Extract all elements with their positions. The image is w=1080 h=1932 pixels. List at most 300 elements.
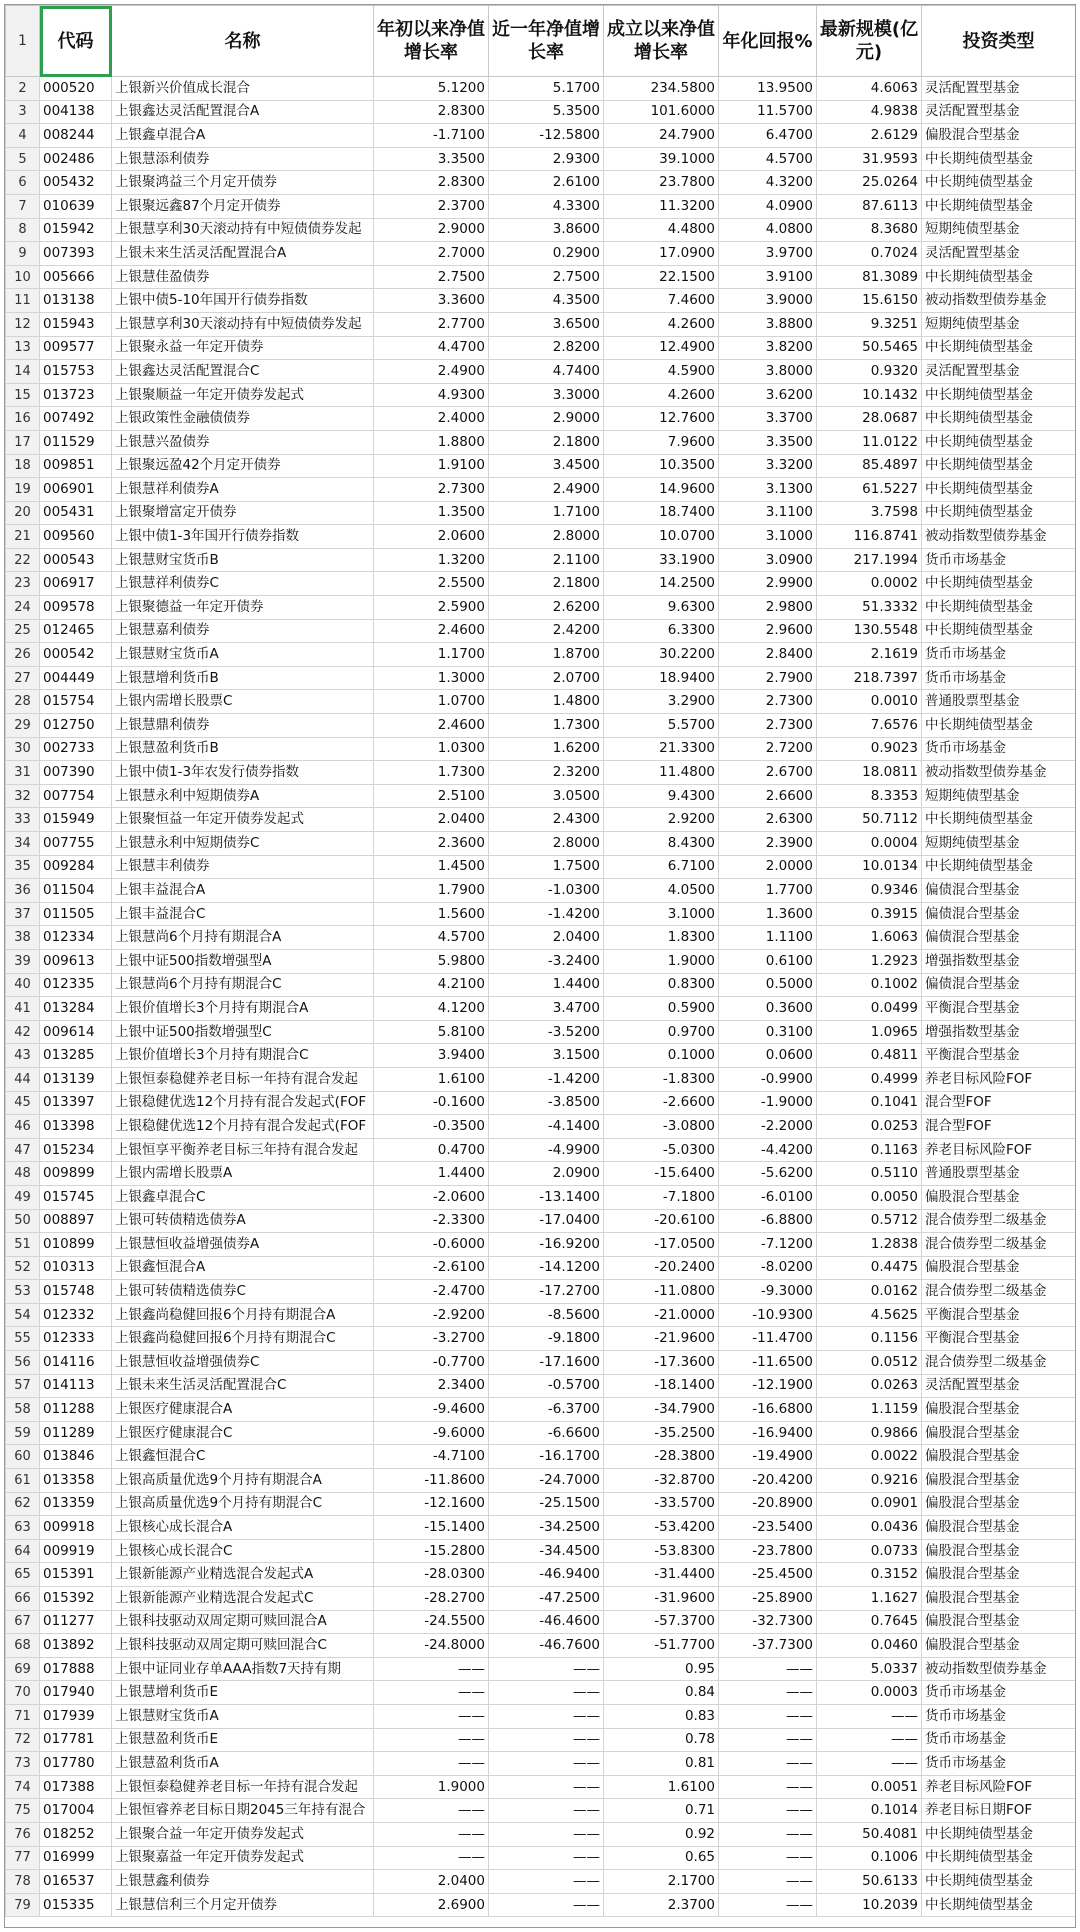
annualized-cell[interactable]: -0.9900 [719, 1067, 817, 1091]
one-year-cell[interactable]: 2.8000 [489, 525, 604, 549]
type-cell[interactable]: 偏股混合型基金 [922, 1587, 1076, 1611]
scale-cell[interactable]: —— [817, 1728, 922, 1752]
ytd-cell[interactable]: 1.1700 [374, 643, 489, 667]
one-year-cell[interactable]: -4.1400 [489, 1115, 604, 1139]
row-number-cell[interactable]: 49 [6, 1185, 40, 1209]
since-inception-cell[interactable]: -21.0000 [604, 1303, 719, 1327]
name-cell[interactable]: 上银可转债精选债券A [112, 1209, 374, 1233]
code-cell[interactable]: 017939 [40, 1704, 112, 1728]
code-cell[interactable]: 009577 [40, 336, 112, 360]
code-cell[interactable]: 005432 [40, 171, 112, 195]
annualized-cell[interactable]: 0.0600 [719, 1044, 817, 1068]
code-cell[interactable]: 000520 [40, 77, 112, 101]
ytd-cell[interactable]: -11.8600 [374, 1469, 489, 1493]
ytd-cell[interactable]: -1.7100 [374, 124, 489, 148]
since-inception-cell[interactable]: 0.71 [604, 1799, 719, 1823]
row-number-cell[interactable]: 52 [6, 1256, 40, 1280]
code-cell[interactable]: 013846 [40, 1445, 112, 1469]
scale-cell[interactable]: 85.4897 [817, 454, 922, 478]
code-cell[interactable]: 011529 [40, 430, 112, 454]
name-cell[interactable]: 上银稳健优选12个月持有混合发起式(FOF [112, 1115, 374, 1139]
name-cell[interactable]: 上银慧财宝货币B [112, 548, 374, 572]
annualized-cell[interactable]: -25.8900 [719, 1587, 817, 1611]
since-inception-cell[interactable]: 4.2600 [604, 312, 719, 336]
type-cell[interactable]: 货币市场基金 [922, 1681, 1076, 1705]
since-inception-cell[interactable]: 0.9700 [604, 1020, 719, 1044]
scale-cell[interactable]: 87.6113 [817, 194, 922, 218]
annualized-cell[interactable]: -16.9400 [719, 1421, 817, 1445]
type-cell[interactable]: 养老目标风险FOF [922, 1138, 1076, 1162]
code-cell[interactable]: 007492 [40, 407, 112, 431]
ytd-cell[interactable]: -12.1600 [374, 1492, 489, 1516]
ytd-cell[interactable]: 0.4700 [374, 1138, 489, 1162]
type-cell[interactable]: 中长期纯债型基金 [922, 147, 1076, 171]
annualized-cell[interactable]: -8.0200 [719, 1256, 817, 1280]
one-year-cell[interactable]: 2.3200 [489, 761, 604, 785]
scale-cell[interactable]: 4.9838 [817, 100, 922, 124]
name-cell[interactable]: 上银聚顺益一年定开债券发起式 [112, 383, 374, 407]
name-cell[interactable]: 上银聚永益一年定开债券 [112, 336, 374, 360]
scale-cell[interactable]: 8.3353 [817, 784, 922, 808]
since-inception-cell[interactable]: 2.9200 [604, 808, 719, 832]
type-cell[interactable]: 偏股混合型基金 [922, 1445, 1076, 1469]
since-inception-cell[interactable]: 0.1000 [604, 1044, 719, 1068]
code-cell[interactable]: 008897 [40, 1209, 112, 1233]
since-inception-cell[interactable]: 1.8300 [604, 926, 719, 950]
name-cell[interactable]: 上银慧鼎利债券 [112, 714, 374, 738]
name-cell[interactable]: 上银慧祥利债券A [112, 478, 374, 502]
code-cell[interactable]: 005666 [40, 265, 112, 289]
since-inception-cell[interactable]: -15.6400 [604, 1162, 719, 1186]
ytd-cell[interactable]: 1.5600 [374, 902, 489, 926]
one-year-cell[interactable]: 0.2900 [489, 242, 604, 266]
type-cell[interactable]: 中长期纯债型基金 [922, 1870, 1076, 1894]
code-cell[interactable]: 012334 [40, 926, 112, 950]
since-inception-cell[interactable]: 14.2500 [604, 572, 719, 596]
name-cell[interactable]: 上银聚合益一年定开债券发起式 [112, 1822, 374, 1846]
scale-cell[interactable]: 4.6063 [817, 77, 922, 101]
annualized-cell[interactable]: -7.1200 [719, 1233, 817, 1257]
annualized-cell[interactable]: -20.8900 [719, 1492, 817, 1516]
since-inception-cell[interactable]: -2.6600 [604, 1091, 719, 1115]
since-inception-cell[interactable]: -5.0300 [604, 1138, 719, 1162]
one-year-cell[interactable]: -46.4600 [489, 1610, 604, 1634]
annualized-cell[interactable]: 0.6100 [719, 949, 817, 973]
ytd-cell[interactable]: -2.0600 [374, 1185, 489, 1209]
name-cell[interactable]: 上银慧鑫利债券 [112, 1870, 374, 1894]
scale-cell[interactable]: 1.1627 [817, 1587, 922, 1611]
annualized-cell[interactable]: -1.9000 [719, 1091, 817, 1115]
scale-cell[interactable]: 10.1432 [817, 383, 922, 407]
code-cell[interactable]: 013723 [40, 383, 112, 407]
code-cell[interactable]: 011505 [40, 902, 112, 926]
name-cell[interactable]: 上银丰益混合C [112, 902, 374, 926]
row-number-cell[interactable]: 28 [6, 690, 40, 714]
ytd-cell[interactable]: 2.6900 [374, 1893, 489, 1917]
since-inception-cell[interactable]: 17.0900 [604, 242, 719, 266]
one-year-cell[interactable]: 2.4200 [489, 619, 604, 643]
annualized-cell[interactable]: 0.5000 [719, 973, 817, 997]
annualized-cell[interactable]: -6.0100 [719, 1185, 817, 1209]
ytd-cell[interactable]: 1.9100 [374, 454, 489, 478]
annualized-cell[interactable]: 3.1300 [719, 478, 817, 502]
code-cell[interactable]: 017781 [40, 1728, 112, 1752]
scale-cell[interactable]: 2.1619 [817, 643, 922, 667]
row-number-cell[interactable]: 44 [6, 1067, 40, 1091]
scale-cell[interactable]: 0.0010 [817, 690, 922, 714]
annualized-cell[interactable]: —— [719, 1775, 817, 1799]
name-cell[interactable]: 上银鑫卓混合A [112, 124, 374, 148]
type-cell[interactable]: 中长期纯债型基金 [922, 430, 1076, 454]
code-cell[interactable]: 009560 [40, 525, 112, 549]
type-cell[interactable]: 中长期纯债型基金 [922, 808, 1076, 832]
code-cell[interactable]: 013285 [40, 1044, 112, 1068]
row-number-cell[interactable]: 32 [6, 784, 40, 808]
header-scale-cell[interactable]: 最新规模(亿元) [817, 6, 922, 77]
row-number-cell[interactable]: 66 [6, 1587, 40, 1611]
scale-cell[interactable]: 0.9320 [817, 360, 922, 384]
name-cell[interactable]: 上银慧盈利货币E [112, 1728, 374, 1752]
type-cell[interactable]: 中长期纯债型基金 [922, 1893, 1076, 1917]
type-cell[interactable]: 货币市场基金 [922, 1752, 1076, 1776]
ytd-cell[interactable]: -24.5500 [374, 1610, 489, 1634]
scale-cell[interactable]: 5.0337 [817, 1657, 922, 1681]
ytd-cell[interactable]: 1.4400 [374, 1162, 489, 1186]
ytd-cell[interactable]: -15.2800 [374, 1539, 489, 1563]
ytd-cell[interactable]: 2.0400 [374, 1870, 489, 1894]
row-number-cell[interactable]: 7 [6, 194, 40, 218]
one-year-cell[interactable]: —— [489, 1657, 604, 1681]
type-cell[interactable]: 中长期纯债型基金 [922, 1822, 1076, 1846]
type-cell[interactable]: 偏股混合型基金 [922, 1634, 1076, 1658]
scale-cell[interactable]: 81.3089 [817, 265, 922, 289]
code-cell[interactable]: 004449 [40, 666, 112, 690]
name-cell[interactable]: 上银鑫尚稳健回报6个月持有期混合C [112, 1327, 374, 1351]
since-inception-cell[interactable]: 7.4600 [604, 289, 719, 313]
since-inception-cell[interactable]: 4.2600 [604, 383, 719, 407]
type-cell[interactable]: 中长期纯债型基金 [922, 383, 1076, 407]
ytd-cell[interactable]: —— [374, 1681, 489, 1705]
one-year-cell[interactable]: -17.2700 [489, 1280, 604, 1304]
one-year-cell[interactable]: -16.1700 [489, 1445, 604, 1469]
row-number-cell[interactable]: 21 [6, 525, 40, 549]
code-cell[interactable]: 015392 [40, 1587, 112, 1611]
row-number-cell[interactable]: 15 [6, 383, 40, 407]
header-code-cell[interactable]: 代码 [40, 6, 112, 77]
row-number-cell[interactable]: 25 [6, 619, 40, 643]
name-cell[interactable]: 上银中证同业存单AAA指数7天持有期 [112, 1657, 374, 1681]
scale-cell[interactable]: 0.7024 [817, 242, 922, 266]
ytd-cell[interactable]: 2.7300 [374, 478, 489, 502]
scale-cell[interactable]: 11.0122 [817, 430, 922, 454]
row-number-cell[interactable]: 16 [6, 407, 40, 431]
since-inception-cell[interactable]: 2.1700 [604, 1870, 719, 1894]
type-cell[interactable]: 中长期纯债型基金 [922, 855, 1076, 879]
code-cell[interactable]: 007755 [40, 832, 112, 856]
ytd-cell[interactable]: 2.7000 [374, 242, 489, 266]
annualized-cell[interactable]: 3.6200 [719, 383, 817, 407]
row-number-cell[interactable]: 30 [6, 737, 40, 761]
row-number-cell[interactable]: 55 [6, 1327, 40, 1351]
name-cell[interactable]: 上银医疗健康混合C [112, 1421, 374, 1445]
annualized-cell[interactable]: -19.4900 [719, 1445, 817, 1469]
annualized-cell[interactable]: -32.7300 [719, 1610, 817, 1634]
annualized-cell[interactable]: 3.9700 [719, 242, 817, 266]
scale-cell[interactable]: 0.4475 [817, 1256, 922, 1280]
scale-cell[interactable]: 130.5548 [817, 619, 922, 643]
since-inception-cell[interactable]: 0.84 [604, 1681, 719, 1705]
code-cell[interactable]: 011504 [40, 879, 112, 903]
ytd-cell[interactable]: 2.0400 [374, 808, 489, 832]
since-inception-cell[interactable]: 18.9400 [604, 666, 719, 690]
row-number-cell[interactable]: 75 [6, 1799, 40, 1823]
ytd-cell[interactable]: 1.4500 [374, 855, 489, 879]
name-cell[interactable]: 上银慧祥利债券C [112, 572, 374, 596]
row-number-cell[interactable]: 18 [6, 454, 40, 478]
row-number-cell[interactable]: 29 [6, 714, 40, 738]
ytd-cell[interactable]: -2.3300 [374, 1209, 489, 1233]
header-one-year-cell[interactable]: 近一年净值增长率 [489, 6, 604, 77]
type-cell[interactable]: 混合债券型二级基金 [922, 1209, 1076, 1233]
annualized-cell[interactable]: 2.9800 [719, 596, 817, 620]
type-cell[interactable]: 被动指数型债券基金 [922, 525, 1076, 549]
name-cell[interactable]: 上银稳健优选12个月持有混合发起式(FOF [112, 1091, 374, 1115]
one-year-cell[interactable]: -47.2500 [489, 1587, 604, 1611]
name-cell[interactable]: 上银慧尚6个月持有期混合C [112, 973, 374, 997]
annualized-cell[interactable]: 2.9600 [719, 619, 817, 643]
scale-cell[interactable]: 18.0811 [817, 761, 922, 785]
annualized-cell[interactable]: 0.3600 [719, 997, 817, 1021]
code-cell[interactable]: 011277 [40, 1610, 112, 1634]
scale-cell[interactable]: 0.0512 [817, 1351, 922, 1375]
row-number-cell[interactable]: 50 [6, 1209, 40, 1233]
since-inception-cell[interactable]: 3.1000 [604, 902, 719, 926]
type-cell[interactable]: 货币市场基金 [922, 548, 1076, 572]
one-year-cell[interactable]: 3.4500 [489, 454, 604, 478]
row-number-cell[interactable]: 78 [6, 1870, 40, 1894]
one-year-cell[interactable]: -4.9900 [489, 1138, 604, 1162]
header-annualized-cell[interactable]: 年化回报% [719, 6, 817, 77]
annualized-cell[interactable]: 3.8200 [719, 336, 817, 360]
code-cell[interactable]: 009284 [40, 855, 112, 879]
annualized-cell[interactable]: 3.1100 [719, 501, 817, 525]
annualized-cell[interactable]: 4.3200 [719, 171, 817, 195]
since-inception-cell[interactable]: -18.1400 [604, 1374, 719, 1398]
scale-cell[interactable]: 0.7645 [817, 1610, 922, 1634]
name-cell[interactable]: 上银高质量优选9个月持有期混合A [112, 1469, 374, 1493]
since-inception-cell[interactable]: -20.6100 [604, 1209, 719, 1233]
ytd-cell[interactable]: 1.7300 [374, 761, 489, 785]
name-cell[interactable]: 上银慧嘉利债券 [112, 619, 374, 643]
ytd-cell[interactable]: 2.0600 [374, 525, 489, 549]
type-cell[interactable]: 被动指数型债券基金 [922, 289, 1076, 313]
type-cell[interactable]: 货币市场基金 [922, 643, 1076, 667]
row-number-cell[interactable]: 51 [6, 1233, 40, 1257]
scale-cell[interactable]: 2.6129 [817, 124, 922, 148]
ytd-cell[interactable]: 4.4700 [374, 336, 489, 360]
ytd-cell[interactable]: —— [374, 1752, 489, 1776]
row-number-cell[interactable]: 13 [6, 336, 40, 360]
since-inception-cell[interactable]: 6.7100 [604, 855, 719, 879]
name-cell[interactable]: 上银鑫达灵活配置混合A [112, 100, 374, 124]
annualized-cell[interactable]: 2.7200 [719, 737, 817, 761]
one-year-cell[interactable]: 1.7100 [489, 501, 604, 525]
type-cell[interactable]: 中长期纯债型基金 [922, 501, 1076, 525]
name-cell[interactable]: 上银慧信利三个月定开债券 [112, 1893, 374, 1917]
annualized-cell[interactable]: 1.1100 [719, 926, 817, 950]
scale-cell[interactable]: 0.0460 [817, 1634, 922, 1658]
one-year-cell[interactable]: -34.4500 [489, 1539, 604, 1563]
row-number-cell[interactable]: 64 [6, 1539, 40, 1563]
type-cell[interactable]: 增强指数型基金 [922, 949, 1076, 973]
scale-cell[interactable]: 50.6133 [817, 1870, 922, 1894]
header-ytd-cell[interactable]: 年初以来净值增长率 [374, 6, 489, 77]
code-cell[interactable]: 012750 [40, 714, 112, 738]
name-cell[interactable]: 上银慧享利30天滚动持有中短债债券发起 [112, 312, 374, 336]
scale-cell[interactable]: 0.1156 [817, 1327, 922, 1351]
row-number-cell[interactable]: 11 [6, 289, 40, 313]
code-cell[interactable]: 014113 [40, 1374, 112, 1398]
annualized-cell[interactable]: 4.5700 [719, 147, 817, 171]
row-number-cell[interactable]: 36 [6, 879, 40, 903]
annualized-cell[interactable]: -37.7300 [719, 1634, 817, 1658]
since-inception-cell[interactable]: 22.1500 [604, 265, 719, 289]
code-cell[interactable]: 009613 [40, 949, 112, 973]
name-cell[interactable]: 上银未来生活灵活配置混合C [112, 1374, 374, 1398]
name-cell[interactable]: 上银中债1-3年国开行债券指数 [112, 525, 374, 549]
since-inception-cell[interactable]: 234.5800 [604, 77, 719, 101]
scale-cell[interactable]: 217.1994 [817, 548, 922, 572]
one-year-cell[interactable]: 2.9300 [489, 147, 604, 171]
ytd-cell[interactable]: 2.5100 [374, 784, 489, 808]
one-year-cell[interactable]: 1.4400 [489, 973, 604, 997]
since-inception-cell[interactable]: 11.3200 [604, 194, 719, 218]
scale-cell[interactable]: 0.9023 [817, 737, 922, 761]
type-cell[interactable]: 中长期纯债型基金 [922, 714, 1076, 738]
row-number-cell[interactable]: 37 [6, 902, 40, 926]
code-cell[interactable]: 009851 [40, 454, 112, 478]
name-cell[interactable]: 上银聚德益一年定开债券 [112, 596, 374, 620]
code-cell[interactable]: 010639 [40, 194, 112, 218]
row-number-cell[interactable]: 54 [6, 1303, 40, 1327]
ytd-cell[interactable]: 1.9000 [374, 1775, 489, 1799]
row-number-cell[interactable]: 61 [6, 1469, 40, 1493]
one-year-cell[interactable]: 1.6200 [489, 737, 604, 761]
one-year-cell[interactable]: -3.5200 [489, 1020, 604, 1044]
annualized-cell[interactable]: 13.9500 [719, 77, 817, 101]
ytd-cell[interactable]: 5.8100 [374, 1020, 489, 1044]
since-inception-cell[interactable]: 12.7600 [604, 407, 719, 431]
name-cell[interactable]: 上银内需增长股票A [112, 1162, 374, 1186]
one-year-cell[interactable]: 2.0700 [489, 666, 604, 690]
since-inception-cell[interactable]: 33.1900 [604, 548, 719, 572]
ytd-cell[interactable]: 1.3000 [374, 666, 489, 690]
name-cell[interactable]: 上银慧盈利货币B [112, 737, 374, 761]
code-cell[interactable]: 015391 [40, 1563, 112, 1587]
one-year-cell[interactable]: 3.3000 [489, 383, 604, 407]
one-year-cell[interactable]: 2.6100 [489, 171, 604, 195]
type-cell[interactable]: 中长期纯债型基金 [922, 619, 1076, 643]
type-cell[interactable]: 偏债混合型基金 [922, 902, 1076, 926]
name-cell[interactable]: 上银新能源产业精选混合发起式C [112, 1587, 374, 1611]
name-cell[interactable]: 上银未来生活灵活配置混合A [112, 242, 374, 266]
annualized-cell[interactable]: 2.6300 [719, 808, 817, 832]
scale-cell[interactable]: 0.0002 [817, 572, 922, 596]
name-cell[interactable]: 上银聚嘉益一年定开债券发起式 [112, 1846, 374, 1870]
name-cell[interactable]: 上银慧盈利货币A [112, 1752, 374, 1776]
scale-cell[interactable]: 0.9866 [817, 1421, 922, 1445]
since-inception-cell[interactable]: 30.2200 [604, 643, 719, 667]
annualized-cell[interactable]: -25.4500 [719, 1563, 817, 1587]
scale-cell[interactable]: 9.3251 [817, 312, 922, 336]
scale-cell[interactable]: 0.3152 [817, 1563, 922, 1587]
one-year-cell[interactable]: -25.1500 [489, 1492, 604, 1516]
type-cell[interactable]: 短期纯债型基金 [922, 312, 1076, 336]
one-year-cell[interactable]: 2.1800 [489, 430, 604, 454]
code-cell[interactable]: 005431 [40, 501, 112, 525]
one-year-cell[interactable]: -34.2500 [489, 1516, 604, 1540]
one-year-cell[interactable]: —— [489, 1752, 604, 1776]
code-cell[interactable]: 007393 [40, 242, 112, 266]
ytd-cell[interactable]: 1.8800 [374, 430, 489, 454]
row-number-cell[interactable]: 17 [6, 430, 40, 454]
since-inception-cell[interactable]: 4.4800 [604, 218, 719, 242]
since-inception-cell[interactable]: -53.8300 [604, 1539, 719, 1563]
scale-cell[interactable]: 50.5465 [817, 336, 922, 360]
code-cell[interactable]: 015943 [40, 312, 112, 336]
code-cell[interactable]: 013892 [40, 1634, 112, 1658]
name-cell[interactable]: 上银丰益混合A [112, 879, 374, 903]
scale-cell[interactable]: 116.8741 [817, 525, 922, 549]
code-cell[interactable]: 017780 [40, 1752, 112, 1776]
since-inception-cell[interactable]: 2.3700 [604, 1893, 719, 1917]
type-cell[interactable]: 偏股混合型基金 [922, 1516, 1076, 1540]
code-cell[interactable]: 016999 [40, 1846, 112, 1870]
type-cell[interactable]: 平衡混合型基金 [922, 997, 1076, 1021]
type-cell[interactable]: 灵活配置型基金 [922, 242, 1076, 266]
annualized-cell[interactable]: 3.3200 [719, 454, 817, 478]
row-number-cell[interactable]: 31 [6, 761, 40, 785]
code-cell[interactable]: 013284 [40, 997, 112, 1021]
row-number-cell[interactable]: 48 [6, 1162, 40, 1186]
annualized-cell[interactable]: -11.6500 [719, 1351, 817, 1375]
annualized-cell[interactable]: 2.0000 [719, 855, 817, 879]
row-number-cell[interactable]: 71 [6, 1704, 40, 1728]
one-year-cell[interactable]: —— [489, 1728, 604, 1752]
ytd-cell[interactable]: —— [374, 1846, 489, 1870]
scale-cell[interactable]: 0.1006 [817, 1846, 922, 1870]
annualized-cell[interactable]: -10.9300 [719, 1303, 817, 1327]
name-cell[interactable]: 上银中证500指数增强型C [112, 1020, 374, 1044]
row-number-cell[interactable]: 8 [6, 218, 40, 242]
type-cell[interactable]: 中长期纯债型基金 [922, 572, 1076, 596]
row-number-cell[interactable]: 27 [6, 666, 40, 690]
ytd-cell[interactable]: 1.3200 [374, 548, 489, 572]
since-inception-cell[interactable]: -28.3800 [604, 1445, 719, 1469]
type-cell[interactable]: 短期纯债型基金 [922, 218, 1076, 242]
one-year-cell[interactable]: —— [489, 1775, 604, 1799]
ytd-cell[interactable]: 2.3600 [374, 832, 489, 856]
row-number-cell[interactable]: 4 [6, 124, 40, 148]
scale-cell[interactable]: 0.0733 [817, 1539, 922, 1563]
one-year-cell[interactable]: -24.7000 [489, 1469, 604, 1493]
one-year-cell[interactable]: -6.3700 [489, 1398, 604, 1422]
ytd-cell[interactable]: 3.3600 [374, 289, 489, 313]
one-year-cell[interactable]: 2.0400 [489, 926, 604, 950]
annualized-cell[interactable]: 3.9100 [719, 265, 817, 289]
since-inception-cell[interactable]: -1.8300 [604, 1067, 719, 1091]
scale-cell[interactable]: 0.0003 [817, 1681, 922, 1705]
